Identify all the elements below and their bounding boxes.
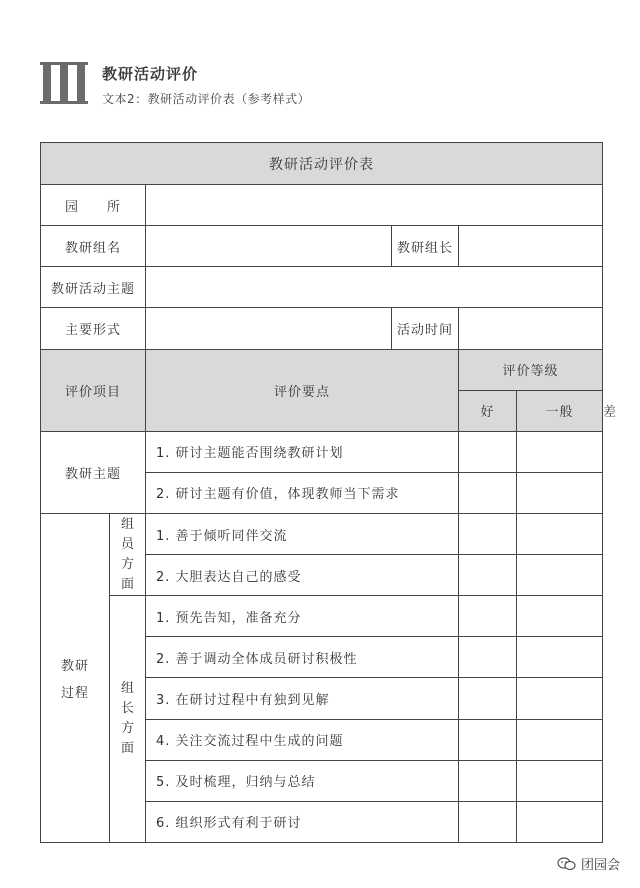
watermark (557, 854, 620, 873)
evaluation-point: 1. 善于倾听同伴交流 (146, 513, 459, 554)
numeral-stroke (77, 62, 85, 104)
topic-section-label: 教研主题 (41, 431, 146, 513)
numeral-stroke (60, 62, 68, 104)
grade-average-header: 一般 (517, 390, 603, 431)
main-format-label: 主要形式 (41, 308, 146, 349)
grade-good-header: 好 (459, 390, 517, 431)
leader-aspect-char: 长 (120, 701, 134, 717)
evaluation-point: 1. 研讨主题能否围绕教研计划 (146, 431, 459, 472)
evaluation-table: 教研活动评价表 园 所 教研组名 教研组长 教研活动主题 主要形式 活动时间 评价项目 评价要点 评价等级 好 一般 差 教研主题 1. 研讨主题能否围绕教研计划 2. 研讨主题有价值，体现教师当下需求 教研 过程 组 员 方 面 1. 善于倾听同伴交流 2. 大胆表达自己的感受 组 长 方 面 1. 预先告知，准备充分 2. 善于调动全体成员研讨积极性 3. 在研讨过程中有独到见解 4. 关注交流过程中生成的问题 5. 及时梳理，归纳与总结 6. 组织形式有利于研讨 (40, 142, 603, 843)
kindergarten-label: 园 所 (41, 185, 146, 226)
numeral-bottom-bar (40, 101, 88, 104)
evaluation-point: 3. 在研讨过程中有独到见解 (146, 678, 459, 719)
watermark-text: 团园会 (580, 858, 620, 873)
grade-average-cell[interactable] (517, 760, 603, 801)
process-section-label (41, 513, 110, 842)
leader-aspect-label (110, 596, 146, 843)
grade-good-cell[interactable] (459, 513, 517, 554)
grade-average-cell[interactable] (517, 472, 603, 513)
grade-good-cell[interactable] (459, 801, 517, 842)
grade-average-cell[interactable] (517, 513, 603, 554)
grade-good-cell[interactable] (459, 719, 517, 760)
table-caption: 教研活动评价表 (41, 143, 603, 185)
activity-time-field[interactable] (459, 308, 603, 349)
grade-good-cell[interactable] (459, 596, 517, 637)
activity-theme-field[interactable] (146, 267, 603, 308)
grade-good-cell[interactable] (459, 472, 517, 513)
member-aspect-char: 员 (120, 536, 134, 552)
evaluation-point: 2. 大胆表达自己的感受 (146, 555, 459, 596)
member-aspect-char: 组 (120, 516, 134, 532)
grade-average-cell[interactable] (517, 801, 603, 842)
roman-numeral-three (40, 62, 88, 104)
wechat-icon (557, 857, 577, 871)
evaluation-point: 2. 研讨主题有价值，体现教师当下需求 (146, 472, 459, 513)
activity-theme-label: 教研活动主题 (41, 267, 146, 308)
evaluation-point: 2. 善于调动全体成员研讨积极性 (146, 637, 459, 678)
group-name-label: 教研组名 (41, 226, 146, 267)
group-leader-label: 教研组长 (392, 226, 459, 267)
grade-good-cell[interactable] (459, 431, 517, 472)
member-aspect-char: 方 (120, 556, 134, 572)
evaluation-point: 5. 及时梳理，归纳与总结 (146, 760, 459, 801)
group-name-field[interactable] (146, 226, 392, 267)
header-evaluation-points: 评价要点 (146, 349, 459, 431)
leader-aspect-char: 组 (120, 681, 134, 697)
evaluation-point: 1. 预先告知，准备充分 (146, 596, 459, 637)
leader-aspect-char: 面 (120, 741, 134, 757)
process-label-line: 过程 (60, 685, 89, 701)
header-evaluation-grade: 评价等级 (459, 349, 603, 390)
process-label-line: 教研 (60, 658, 89, 674)
main-format-field[interactable] (146, 308, 392, 349)
grade-average-cell[interactable] (517, 555, 603, 596)
leader-aspect-char: 方 (120, 721, 134, 737)
grade-average-cell[interactable] (517, 637, 603, 678)
activity-time-label: 活动时间 (392, 308, 459, 349)
kindergarten-field[interactable] (146, 185, 603, 226)
grade-good-cell[interactable] (459, 760, 517, 801)
numeral-stroke (43, 62, 51, 104)
grade-average-cell[interactable] (517, 596, 603, 637)
evaluation-point: 6. 组织形式有利于研讨 (146, 801, 459, 842)
grade-good-cell[interactable] (459, 637, 517, 678)
grade-average-cell[interactable] (517, 431, 603, 472)
group-leader-field[interactable] (459, 226, 603, 267)
evaluation-point: 4. 关注交流过程中生成的问题 (146, 719, 459, 760)
section-subtitle: 文本2：教研活动评价表（参考样式） (102, 92, 311, 106)
grade-average-cell[interactable] (517, 678, 603, 719)
grade-good-cell[interactable] (459, 678, 517, 719)
section-title: 教研活动评价 (102, 65, 199, 83)
header-evaluation-item: 评价项目 (41, 349, 146, 431)
member-aspect-label (110, 513, 146, 595)
member-aspect-char: 面 (120, 576, 134, 592)
grade-average-cell[interactable] (517, 719, 603, 760)
grade-good-cell[interactable] (459, 555, 517, 596)
